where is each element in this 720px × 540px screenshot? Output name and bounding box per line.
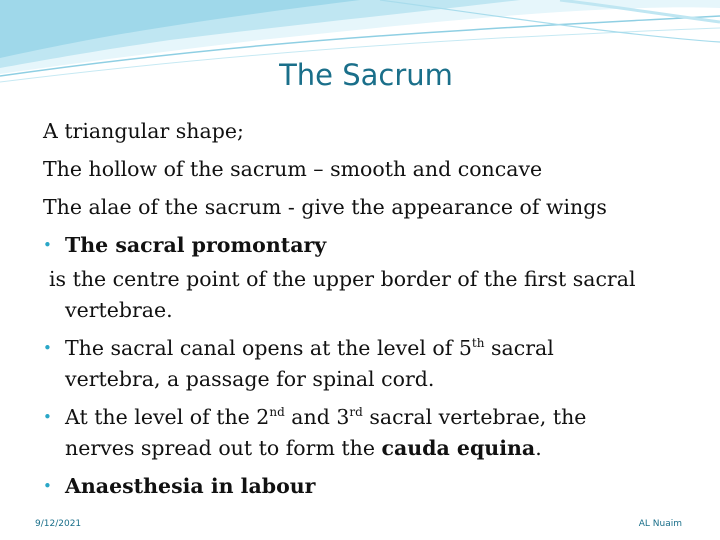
anaesthesia-heading: Anaesthesia in labour bbox=[65, 474, 316, 498]
sacral-canal-text-line2: vertebra, a passage for spinal cord. bbox=[65, 367, 435, 391]
slide-body bbox=[43, 112, 703, 502]
sacral-canal-text-cont: sacral bbox=[484, 336, 554, 360]
cauda-text-b: and 3 bbox=[284, 405, 350, 429]
bullet-anaesthesia bbox=[43, 471, 703, 502]
cauda-text-c: sacral vertebrae, the bbox=[362, 405, 587, 429]
line-hollow-of-sacrum: The hollow of the sacrum – smooth and concave bbox=[43, 157, 543, 181]
slide-title: The Sacrum bbox=[279, 58, 453, 92]
promontary-description-line2: vertebrae. bbox=[65, 298, 173, 322]
line-triangular-shape: A triangular shape; bbox=[43, 119, 244, 143]
sacral-promontary-heading: The sacral promontary bbox=[65, 233, 327, 257]
footer-date: 9/12/2021 bbox=[35, 519, 82, 529]
cauda-text-a: At the level of the 2 bbox=[65, 405, 270, 429]
bullet-icon: • bbox=[43, 477, 52, 495]
sacral-canal-text: The sacral canal opens at the level of 5 bbox=[65, 336, 472, 360]
cauda-text-d: nerves spread out to form the bbox=[65, 436, 382, 460]
superscript-th: th bbox=[471, 336, 485, 350]
superscript-nd: nd bbox=[269, 405, 285, 419]
cauda-text-e: . bbox=[535, 436, 542, 460]
cauda-equina-term: cauda equina bbox=[381, 436, 536, 460]
line-alae-of-sacrum: The alae of the sacrum - give the appearance of wings bbox=[43, 195, 607, 219]
bullet-icon: • bbox=[43, 408, 52, 426]
promontary-description bbox=[49, 264, 703, 326]
promontary-description-line1: is the centre point of the upper border of the first sacral bbox=[49, 267, 636, 291]
footer-author: AL Nuaim bbox=[638, 519, 682, 529]
bullet-icon: • bbox=[43, 339, 52, 357]
bullet-cauda-equina bbox=[43, 402, 703, 464]
bullet-sacral-promontary bbox=[43, 226, 703, 264]
bullet-icon: • bbox=[43, 236, 52, 254]
bullet-sacral-canal bbox=[43, 333, 703, 395]
superscript-rd: rd bbox=[349, 405, 363, 419]
